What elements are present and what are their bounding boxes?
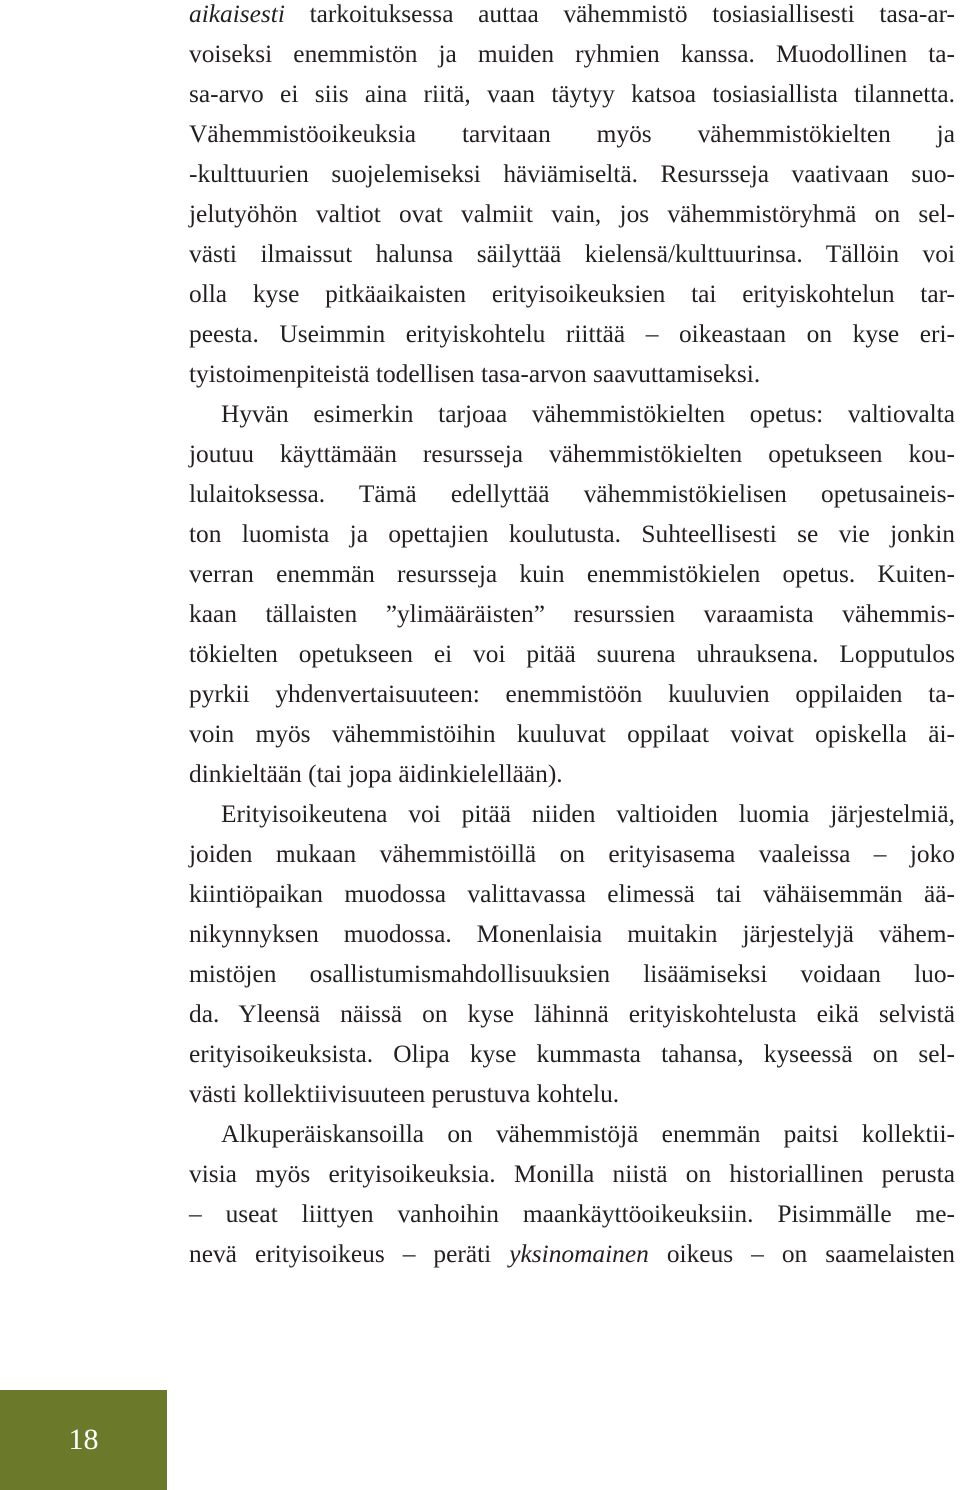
text-line: Erityisoikeutena voi pitää niiden valtioiden luomia järjestelmiä, xyxy=(221,800,955,828)
text-line: voin myös vähemmistöihin kuuluvat oppilaat voivat opiskella äi- xyxy=(189,720,955,748)
text-line: nikynnyksen muodossa. Monenlaisia muitakin järjestelyjä vähem- xyxy=(189,920,955,948)
text-line: västi kollektiivisuuteen perustuva kohtelu. xyxy=(189,1080,620,1108)
text-line: dinkieltään (tai jopa äidinkielellään). xyxy=(189,760,563,788)
text-line: västi ilmaissut halunsa säilyttää kielensä/kulttuurinsa. Tällöin voi xyxy=(189,240,955,268)
text-line xyxy=(189,0,955,34)
paragraph xyxy=(189,0,955,394)
text-line: Hyvän esimerkin tarjoaa vähemmistökielten opetus: valtiovalta xyxy=(221,400,955,428)
text-line: mistöjen osallistumismahdollisuuksien lisäämiseksi voidaan luo- xyxy=(189,960,955,988)
text-line: sa-arvo ei siis aina riitä, vaan täytyy katsoa tosiasiallista tilannetta. xyxy=(189,80,955,108)
text-line: – useat liittyen vanhoihin maankäyttöoikeuksiin. Pisimmälle me- xyxy=(189,1200,955,1228)
text-line: da. Yleensä näissä on kyse lähinnä erityiskohtelusta eikä selvistä xyxy=(189,1000,955,1028)
emphasized-word: aikaisesti xyxy=(189,0,285,28)
text-line: olla kyse pitkäaikaisten erityisoikeuksien tai erityiskohtelun tar- xyxy=(189,280,955,308)
text-line: lulaitoksessa. Tämä edellyttää vähemmistökielisen opetusaineis- xyxy=(189,480,955,508)
text-line: -kulttuurien suojelemiseksi häviämiseltä. Resursseja vaativaan suo- xyxy=(189,160,955,188)
text-line: peesta. Useimmin erityiskohtelu riittää – oikeastaan on kyse eri- xyxy=(189,320,955,348)
text-line: kiintiöpaikan muodossa valittavassa elimessä tai vähäisemmän ää- xyxy=(189,880,955,908)
paragraph xyxy=(189,794,955,1114)
text-line: voiseksi enemmistön ja muiden ryhmien kanssa. Muodollinen ta- xyxy=(189,40,955,68)
text-line: Alkuperäiskansoilla on vähemmistöjä enemmän paitsi kollektii- xyxy=(221,1120,955,1148)
text-line: verran enemmän resursseja kuin enemmistökielen opetus. Kuiten- xyxy=(189,560,955,588)
line-end: oikeus – on saamelaisten xyxy=(648,1240,955,1268)
text-line: erityisoikeuksista. Olipa kyse kummasta tahansa, kyseessä on sel- xyxy=(189,1040,955,1068)
paragraph xyxy=(189,394,955,794)
text-line: pyrkii yhdenvertaisuuteen: enemmistöön kuuluvien oppilaiden ta- xyxy=(189,680,955,708)
emphasized-word: yksinomainen xyxy=(509,1240,649,1268)
text-line: tyistoimenpiteistä todellisen tasa-arvon saavuttamiseksi. xyxy=(189,360,761,388)
line-start: nevä erityisoikeus – peräti xyxy=(189,1240,510,1268)
text-line: visia myös erityisoikeuksia. Monilla niistä on historiallinen perusta xyxy=(189,1160,955,1188)
paragraph xyxy=(189,1114,955,1274)
text-line xyxy=(189,1234,955,1274)
text-line: jelutyöhön valtiot ovat valmiit vain, jos vähemmistöryhmä on sel- xyxy=(189,200,955,228)
page-number-badge xyxy=(0,1390,167,1490)
text-line: joiden mukaan vähemmistöillä on erityisasema vaaleissa – joko xyxy=(189,840,955,868)
text-line: joutuu käyttämään resursseja vähemmistökielten opetukseen kou- xyxy=(189,440,955,468)
text-line: tökielten opetukseen ei voi pitää suurena uhrauksena. Lopputulos xyxy=(189,640,955,668)
text-line: kaan tällaisten ”ylimääräisten” resurssien varaamista vähemmis- xyxy=(189,600,955,628)
text-line: Vähemmistöoikeuksia tarvitaan myös vähemmistökielten ja xyxy=(189,120,955,148)
body-text xyxy=(189,0,955,1274)
page-number: 18 xyxy=(68,1423,99,1456)
line-rest: tarkoituksessa auttaa vähemmistö tosiasiallisesti tasa-ar- xyxy=(284,0,955,28)
text-line: ton luomista ja opettajien koulutusta. Suhteellisesti se vie jonkin xyxy=(189,520,955,548)
